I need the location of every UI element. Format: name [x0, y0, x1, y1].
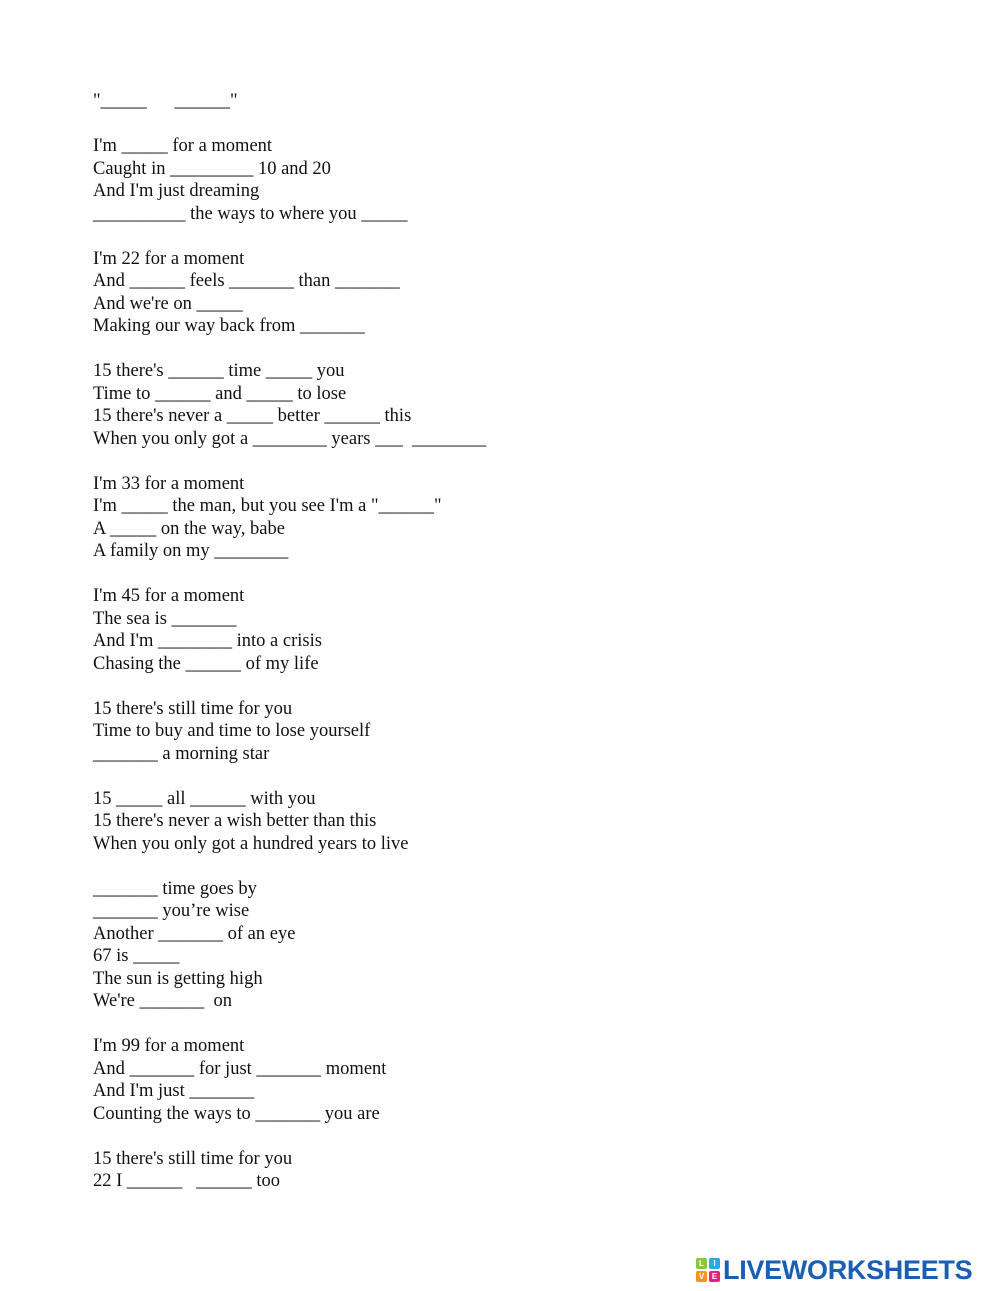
lyric-line: 15 there's never a wish better than this [93, 811, 377, 831]
stanza [93, 878, 486, 1013]
lyric-line: I'm _____ for a moment [93, 136, 273, 156]
logo-tile: V [696, 1271, 707, 1282]
stanza [93, 1035, 486, 1125]
stanza [93, 585, 486, 675]
lyric-line: _______ time goes by [93, 878, 257, 899]
lyric-line: And I'm just dreaming [93, 181, 260, 201]
stanza [93, 360, 486, 450]
lyric-line: Caught in _________ 10 and 20 [93, 158, 331, 179]
lyric-line: Chasing the ______ of my life [93, 653, 319, 674]
lyric-line: 22 I ______ ______ too [93, 1171, 281, 1191]
lyric-line: 15 there's still time for you [93, 698, 293, 719]
lyric-line: The sea is _______ [93, 608, 237, 629]
lyric-line: __________ the ways to where you _____ [93, 203, 408, 224]
lyric-line: We're _______ on [93, 991, 233, 1011]
lyric-line: Making our way back from _______ [93, 316, 365, 336]
lyric-line: And I'm just _______ [93, 1081, 255, 1101]
lyric-line: _______ you’re wise [93, 901, 250, 921]
stanza [93, 1148, 486, 1193]
lyric-line: And _______ for just _______ moment [93, 1058, 387, 1079]
lyric-line: I'm 33 for a moment [93, 473, 245, 494]
stanza [93, 698, 486, 766]
lyric-line: I'm 22 for a moment [93, 248, 245, 269]
logo-tile: L [696, 1258, 707, 1269]
lyric-line: 15 there's never a _____ better ______ this [93, 406, 412, 426]
liveworksheets-logo [696, 1255, 972, 1285]
lyric-line: And we're on _____ [93, 293, 243, 314]
lyric-line: When you only got a ________ years ___ ________ [93, 428, 487, 449]
lyric-line: When you only got a hundred years to live [93, 833, 409, 854]
lyric-line: The sun is getting high [93, 968, 263, 989]
stanza [93, 473, 486, 563]
song-title-blanks: "_____ ______" [93, 91, 238, 111]
stanza [93, 788, 486, 856]
lyric-line: Time to buy and time to lose yourself [93, 721, 371, 741]
logo-text: LIVEWORKSHEETS [723, 1254, 973, 1285]
lyric-line: 15 there's still time for you [93, 1148, 293, 1169]
lyric-line: And ______ feels _______ than _______ [93, 271, 400, 291]
lyric-line: I'm 99 for a moment [93, 1036, 245, 1056]
logo-icon [696, 1258, 720, 1282]
lyric-line: And I'm ________ into a crisis [93, 631, 322, 651]
logo-tile: I [709, 1258, 720, 1269]
lyric-line: 15 _____ all ______ with you [93, 788, 316, 809]
lyric-line: Counting the ways to _______ you are [93, 1103, 380, 1124]
lyric-line: A _____ on the way, babe [93, 518, 285, 539]
worksheet [93, 90, 486, 1193]
lyric-line: Time to ______ and _____ to lose [93, 383, 347, 404]
stanza [93, 135, 486, 225]
lyric-line: I'm _____ the man, but you see I'm a "______" [93, 496, 442, 516]
lyric-line: 67 is _____ [93, 946, 180, 966]
lyric-line: A family on my ________ [93, 541, 289, 561]
lyric-line: 15 there's ______ time _____ you [93, 361, 345, 381]
lyrics [93, 135, 486, 1193]
stanza [93, 248, 486, 338]
lyric-line: _______ a morning star [93, 743, 270, 764]
lyric-line: I'm 45 for a moment [93, 586, 245, 606]
logo-tile: E [709, 1271, 720, 1282]
lyric-line: Another _______ of an eye [93, 923, 296, 944]
